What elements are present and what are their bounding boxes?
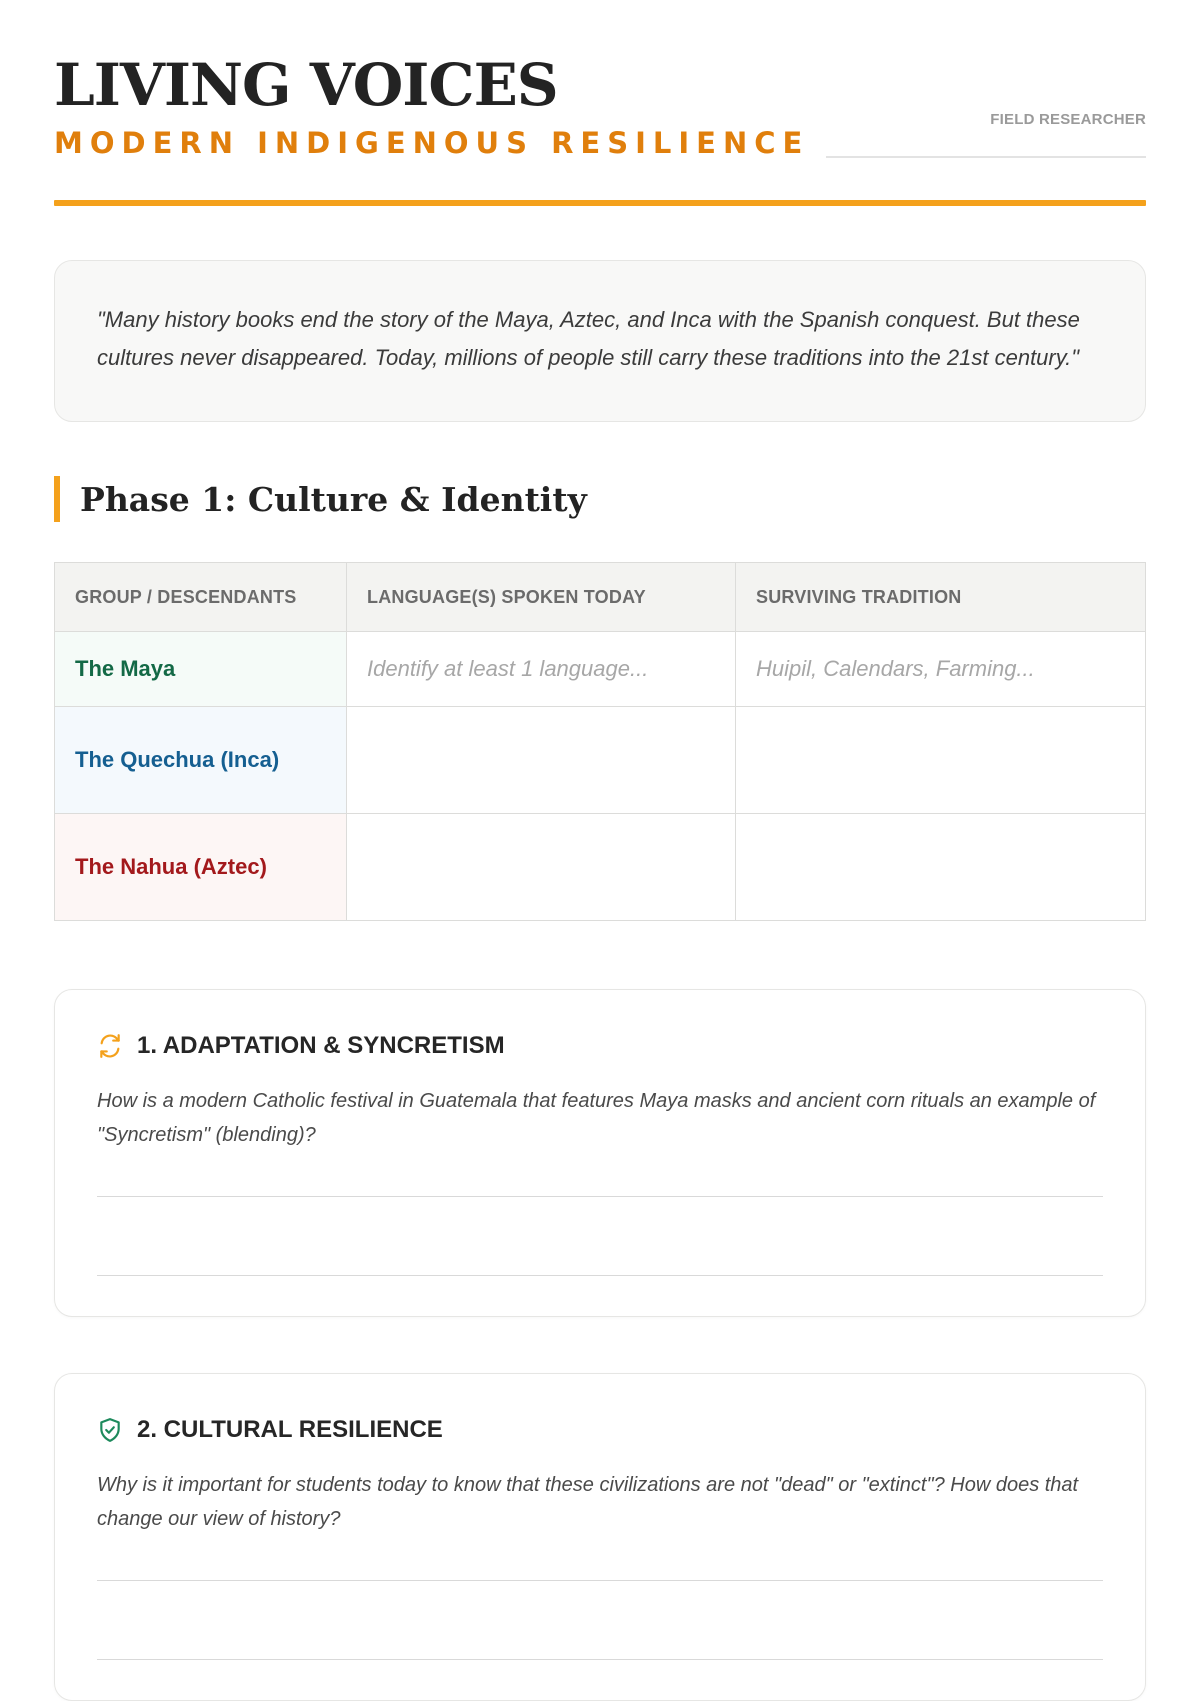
language-input-maya[interactable]: Identify at least 1 language... — [347, 632, 736, 707]
phase-1-heading — [54, 476, 1146, 522]
phase-1-title: Phase 1: Culture & Identity — [80, 479, 587, 519]
card-heading — [97, 1416, 1103, 1444]
table-row — [55, 632, 1146, 707]
header-divider — [54, 200, 1146, 206]
field-researcher-label: FIELD RESEARCHER — [990, 111, 1146, 128]
card-title: 2. CULTURAL RESILIENCE — [137, 1416, 443, 1443]
card-question: Why is it important for students today to know that these civilizations are not "dead" or "extinct"? How does that change our view of history? — [97, 1474, 1079, 1530]
table-row — [55, 707, 1146, 814]
question-card-resilience — [54, 1373, 1146, 1701]
language-input-quechua[interactable] — [347, 707, 736, 814]
culture-identity-table — [54, 562, 1146, 921]
answer-line[interactable] — [97, 1659, 1103, 1660]
language-input-nahua[interactable] — [347, 814, 736, 921]
page-subtitle: MODERN INDIGENOUS RESILIENCE — [54, 126, 810, 160]
column-header-tradition: SURVIVING TRADITION — [736, 563, 1146, 632]
tradition-input-nahua[interactable] — [736, 814, 1146, 921]
tradition-input-maya[interactable]: Huipil, Calendars, Farming... — [736, 632, 1146, 707]
table-header-row — [55, 563, 1146, 632]
question-card-adaptation — [54, 989, 1146, 1317]
column-header-group: GROUP / DESCENDANTS — [55, 563, 347, 632]
card-heading — [97, 1032, 1103, 1060]
answer-line[interactable] — [97, 1275, 1103, 1276]
intro-quote: "Many history books end the story of the Maya, Aztec, and Inca with the Spanish conquest. But these cultures never disappeared. Today, millions of people still carry these traditions into the 21st century." — [54, 260, 1146, 422]
phase-accent-bar — [54, 476, 60, 522]
header — [54, 0, 1146, 160]
page-title: LIVING VOICES — [54, 51, 558, 119]
answer-line[interactable] — [97, 1196, 1103, 1197]
table-row — [55, 814, 1146, 921]
tradition-input-quechua[interactable] — [736, 707, 1146, 814]
card-title: 1. ADAPTATION & SYNCRETISM — [137, 1032, 505, 1059]
group-cell-nahua: The Nahua (Aztec) — [55, 814, 347, 921]
shield-check-icon — [97, 1417, 123, 1443]
answer-line[interactable] — [97, 1580, 1103, 1581]
field-researcher-field[interactable] — [826, 111, 1146, 158]
field-researcher-line[interactable] — [826, 156, 1146, 158]
group-cell-quechua: The Quechua (Inca) — [55, 707, 347, 814]
card-question: How is a modern Catholic festival in Guatemala that features Maya masks and ancient corn rituals an example of "Syncretism" (blending)? — [97, 1090, 1096, 1146]
refresh-icon — [97, 1033, 123, 1059]
column-header-language: LANGUAGE(S) SPOKEN TODAY — [347, 563, 736, 632]
group-cell-maya: The Maya — [55, 632, 347, 707]
